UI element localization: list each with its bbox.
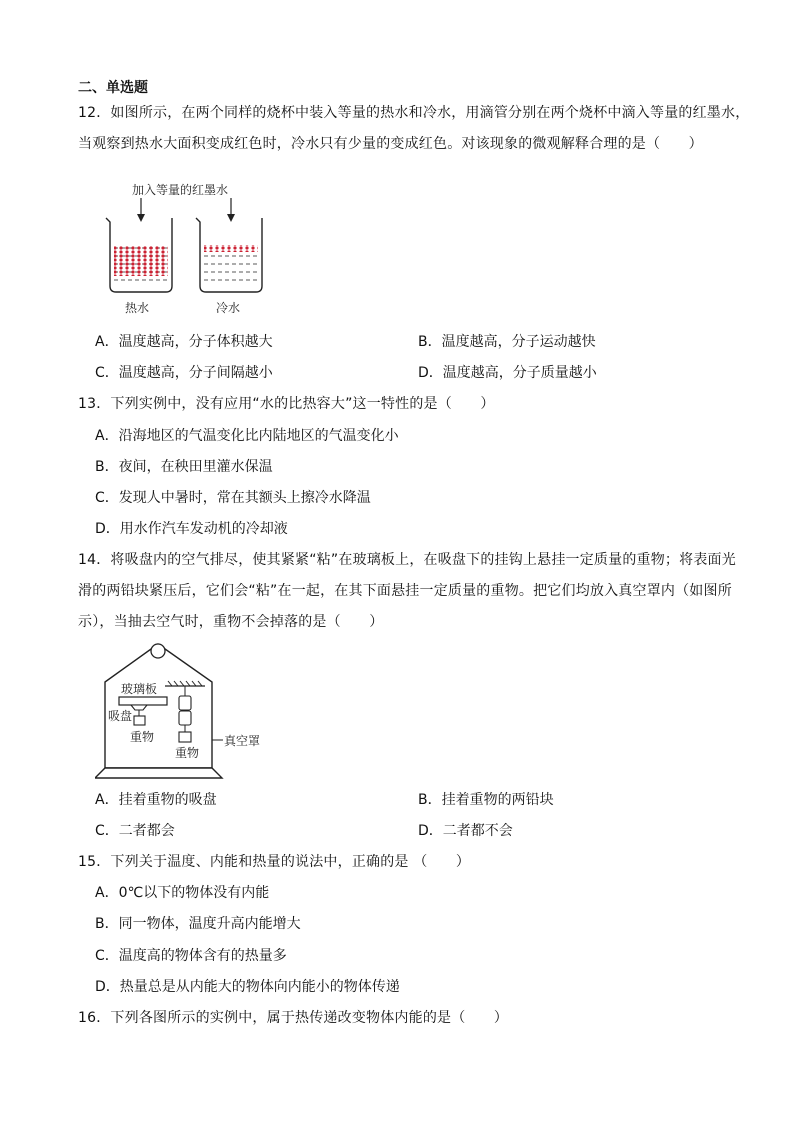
weight-label-2: 重物 [175,746,200,760]
question-14-option-d[interactable]: D．二者都不会 [418,823,513,839]
hot-water-label: 热水 [125,301,150,315]
sucker-label: 吸盘 [108,709,133,723]
question-15-line-1: 15．下列关于温度、内能和热量的说法中，正确的是 （ ） [78,854,471,870]
question-12-option-a[interactable]: A．温度越高，分子体积越大 [95,334,273,350]
question-12-option-c[interactable]: C．温度越高，分子间隔越小 [95,365,273,381]
question-13-option-c[interactable]: C．发现人中暑时，常在其额头上擦冷水降温 [95,490,371,506]
question-12-line-1: 12．如图所示，在两个同样的烧杯中装入等量的热水和冷水，用滴管分别在两个烧杯中滴入等量的红墨水， [78,105,750,121]
question-14-option-c[interactable]: C．二者都会 [95,823,175,839]
question-15-option-d[interactable]: D．热量总是从内能大的物体向内能小的物体传递 [95,979,400,995]
glass-plate-label: 玻璃板 [121,682,158,696]
question-14-line-1: 14．将吸盘内的空气排尽，使其紧紧“粘”在玻璃板上，在吸盘下的挂钩上悬挂一定质量的重物；将表面光 [78,552,736,568]
question-13-option-a[interactable]: A．沿海地区的气温变化比内陆地区的气温变化小 [95,428,399,444]
question-14-line-2: 滑的两铅块紧压后，它们会“粘”在一起，在其下面悬挂一定质量的重物。把它们均放入真空罩内（如图所 [78,583,732,599]
question-12-option-d[interactable]: D．温度越高，分子质量越小 [418,365,597,381]
figure-top-label: 加入等量的红墨水 [132,183,229,197]
vacuum-cover-label: 真空罩 [224,734,261,748]
question-14-option-b[interactable]: B．挂着重物的两铅块 [418,792,554,808]
question-13-line-1: 13．下列实例中，没有应用“水的比热容大”这一特性的是（ ） [78,396,495,412]
question-15-option-a[interactable]: A．0℃以下的物体没有内能 [95,885,270,901]
hot-water-beaker [106,218,172,292]
question-12-option-b[interactable]: B．温度越高，分子运动越快 [418,334,596,350]
cold-water-label: 冷水 [216,301,241,315]
question-13-option-d[interactable]: D．用水作汽车发动机的冷却液 [95,521,288,537]
weight-label-1: 重物 [130,730,155,744]
section-title: 二、单选题 [78,80,148,96]
question-15-option-b[interactable]: B．同一物体，温度升高内能增大 [95,916,301,932]
question-14-option-a[interactable]: A．挂着重物的吸盘 [95,792,217,808]
beaker-diagram [100,182,270,322]
question-16-line-1: 16．下列各图所示的实例中，属于热传递改变物体内能的是（ ） [78,1010,509,1026]
vacuum-cover-diagram [95,640,275,780]
question-12-line-2: 当观察到热水大面积变成红色时，冷水只有少量的变成红色。对该现象的微观解释合理的是（ ） [78,136,703,152]
question-15-option-c[interactable]: C．温度高的物体含有的热量多 [95,948,287,964]
cold-water-beaker [196,218,262,292]
question-14-line-3: 示），当抽去空气时，重物不会掉落的是（ ） [78,614,384,630]
question-13-option-b[interactable]: B．夜间，在秧田里灌水保温 [95,459,273,475]
